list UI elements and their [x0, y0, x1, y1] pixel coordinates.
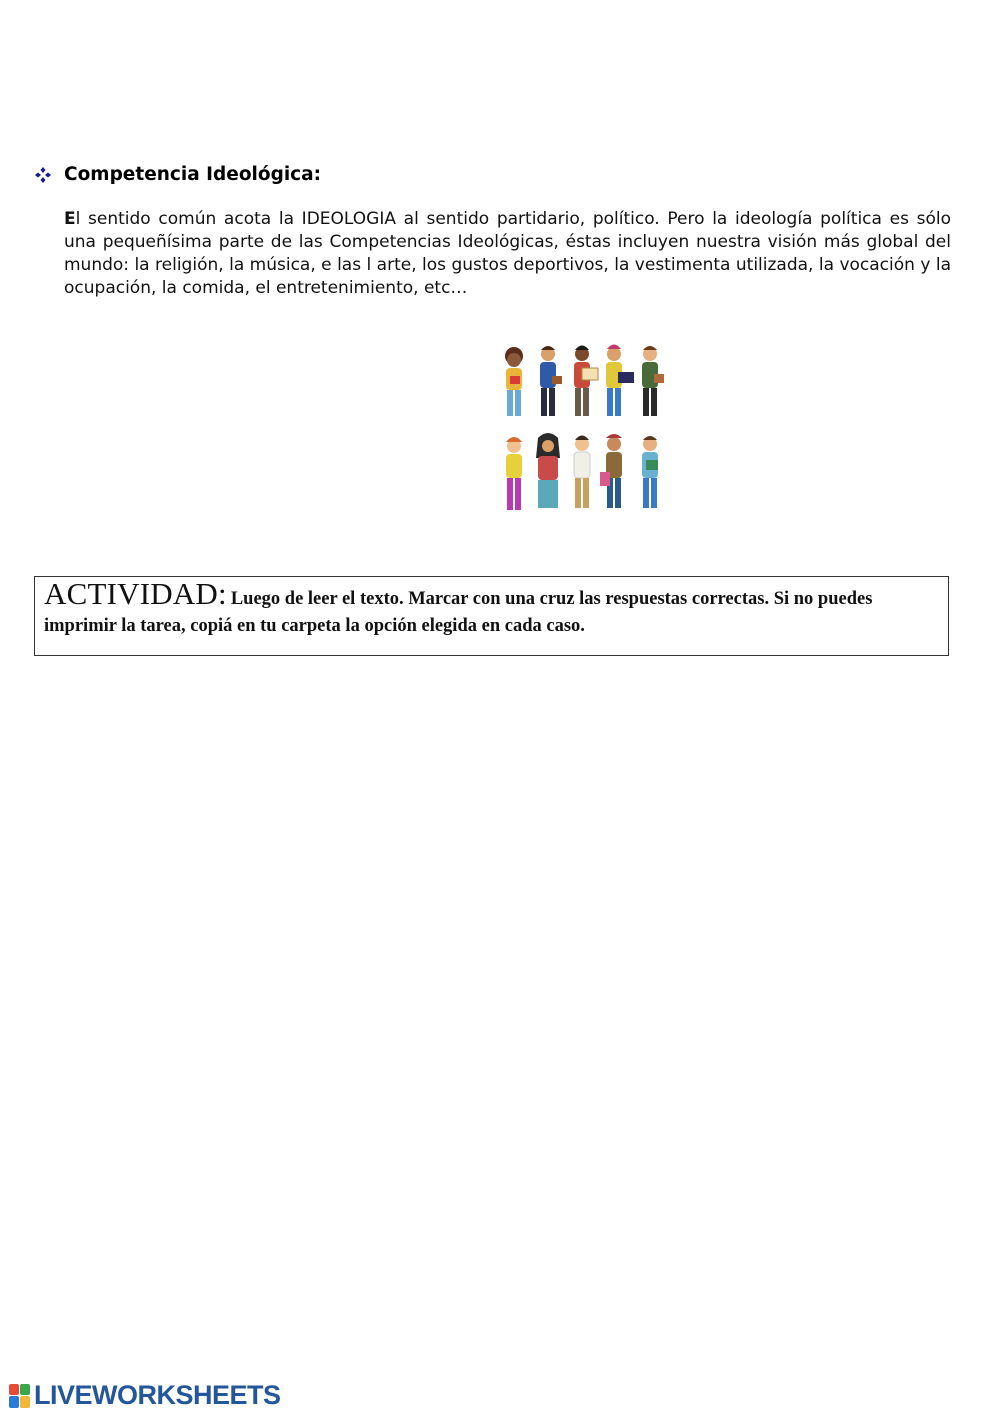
drop-letter: E [64, 209, 76, 229]
person-figure [574, 436, 590, 509]
activity-instructions: Luego de leer el texto. Marcar con una cruz las respuestas correctas. Si no puedes imprimir la tarea, copiá en tu carpeta la opción elegida en cada caso. [44, 589, 873, 636]
activity-box [34, 576, 949, 656]
person-figure [606, 345, 634, 417]
person-figure [642, 346, 664, 416]
liveworksheets-logo-icon [8, 1383, 32, 1409]
person-figure [574, 346, 598, 417]
person-figure [505, 347, 523, 416]
brand-name: LIVEWORKSHEETS [34, 1380, 281, 1410]
section-heading [34, 164, 321, 185]
paragraph-text: l sentido común acota la IDEOLOGIA al sentido partidario, político. Pero la ideología política es sólo una pequeñísima parte de las Competencias Ideológicas, éstas incluyen nuestra visión más global del mundo: la religión, la música, e las l arte, los gustos deportivos, la vestimenta utilizada, la vocación y la ocupación, la comida, el entretenimiento, etc… [64, 209, 951, 298]
person-figure [540, 346, 562, 416]
person-figure [642, 436, 658, 508]
liveworksheets-brand [8, 1380, 281, 1411]
diverse-people-illustration-icon [496, 342, 678, 516]
person-figure [600, 434, 622, 508]
activity-title: ACTIVIDAD: [44, 576, 227, 611]
diamond-bullet-icon [34, 166, 52, 184]
body-paragraph [64, 208, 951, 300]
section-title: Competencia Ideológica: [64, 164, 322, 185]
person-figure [506, 437, 522, 510]
person-figure [536, 433, 560, 508]
